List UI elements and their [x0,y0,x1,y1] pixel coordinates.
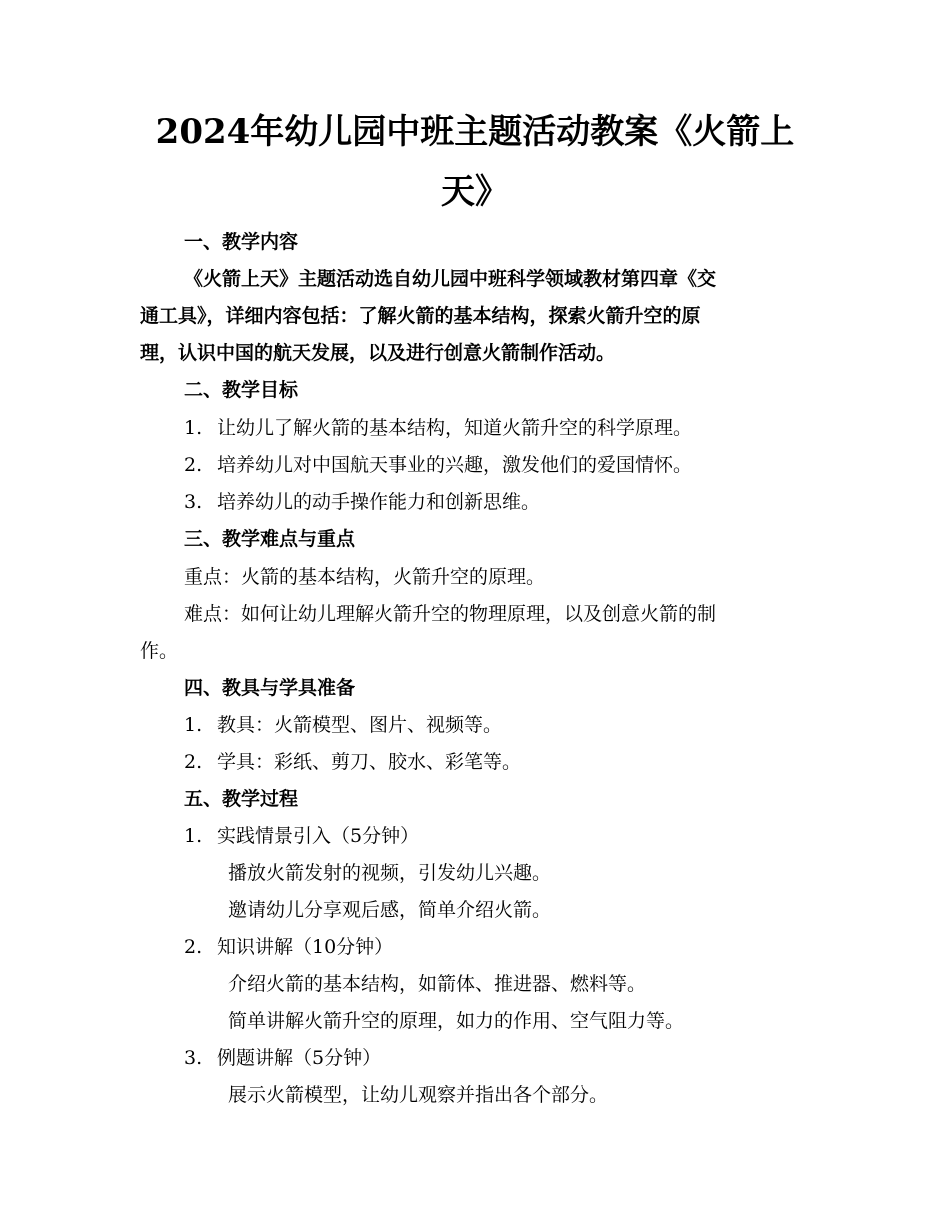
step-detail: 展示火箭模型，让幼儿观察并指出各个部分。 [228,1084,609,1106]
list-item-text: 学具：彩纸、剪刀、胶水、彩笔等。 [217,751,522,773]
document-title-line-1: 2024年幼儿园中班主题活动教案《火箭上 [155,112,795,152]
step-detail: 邀请幼儿分享观后感，简单介绍火箭。 [228,899,552,921]
step-detail: 播放火箭发射的视频，引发幼儿兴趣。 [228,862,552,884]
list-number: 1. [184,417,203,439]
list-number: 3. [184,491,203,513]
list-number: 2. [184,936,203,958]
section-heading-difficulties: 三、教学难点与重点 [184,528,356,550]
list-item-text: 培养幼儿对中国航天事业的兴趣，激发他们的爱国情怀。 [217,454,693,476]
step-detail: 简单讲解火箭升空的原理，如力的作用、空气阻力等。 [228,1010,685,1032]
list-item [184,707,854,744]
step-item [184,818,854,855]
list-number: 3. [184,1047,203,1069]
section-heading-objectives: 二、教学目标 [184,379,299,401]
list-item [184,744,854,781]
section-heading-process: 五、教学过程 [184,788,299,810]
paragraph-line: 《火箭上天》主题活动选自幼儿园中班科学领域教材第四章《交 [184,268,717,290]
key-point-text: 重点：火箭的基本结构，火箭升空的原理。 [184,566,546,588]
step-detail: 介绍火箭的基本结构，如箭体、推进器、燃料等。 [228,973,647,995]
list-number: 2. [184,751,203,773]
document-title-line-2: 天》 [441,172,509,212]
step-item [184,929,854,966]
list-item [184,484,854,521]
list-number: 1. [184,825,203,847]
difficult-point-text: 作。 [140,640,179,662]
list-item [184,447,854,484]
section-heading-content: 一、教学内容 [184,231,299,253]
list-item [184,410,854,447]
section-heading-materials: 四、教具与学具准备 [184,677,356,699]
step-title: 例题讲解（5分钟） [217,1047,382,1069]
list-item-text: 让幼儿了解火箭的基本结构，知道火箭升空的科学原理。 [217,417,693,439]
difficult-point-text: 难点：如何让幼儿理解火箭升空的物理原理，以及创意火箭的制 [184,603,717,625]
list-item-text: 教具：火箭模型、图片、视频等。 [217,714,503,736]
step-title: 知识讲解（10分钟） [217,936,394,958]
step-title: 实践情景引入（5分钟） [217,825,420,847]
paragraph-line: 理，认识中国的航天发展，以及进行创意火箭制作活动。 [140,342,616,364]
list-item-text: 培养幼儿的动手操作能力和创新思维。 [217,491,541,513]
step-item [184,1040,854,1077]
list-number: 1. [184,714,203,736]
list-number: 2. [184,454,203,476]
paragraph-line: 通工具》，详细内容包括：了解火箭的基本结构，探索火箭升空的原 [140,305,701,327]
